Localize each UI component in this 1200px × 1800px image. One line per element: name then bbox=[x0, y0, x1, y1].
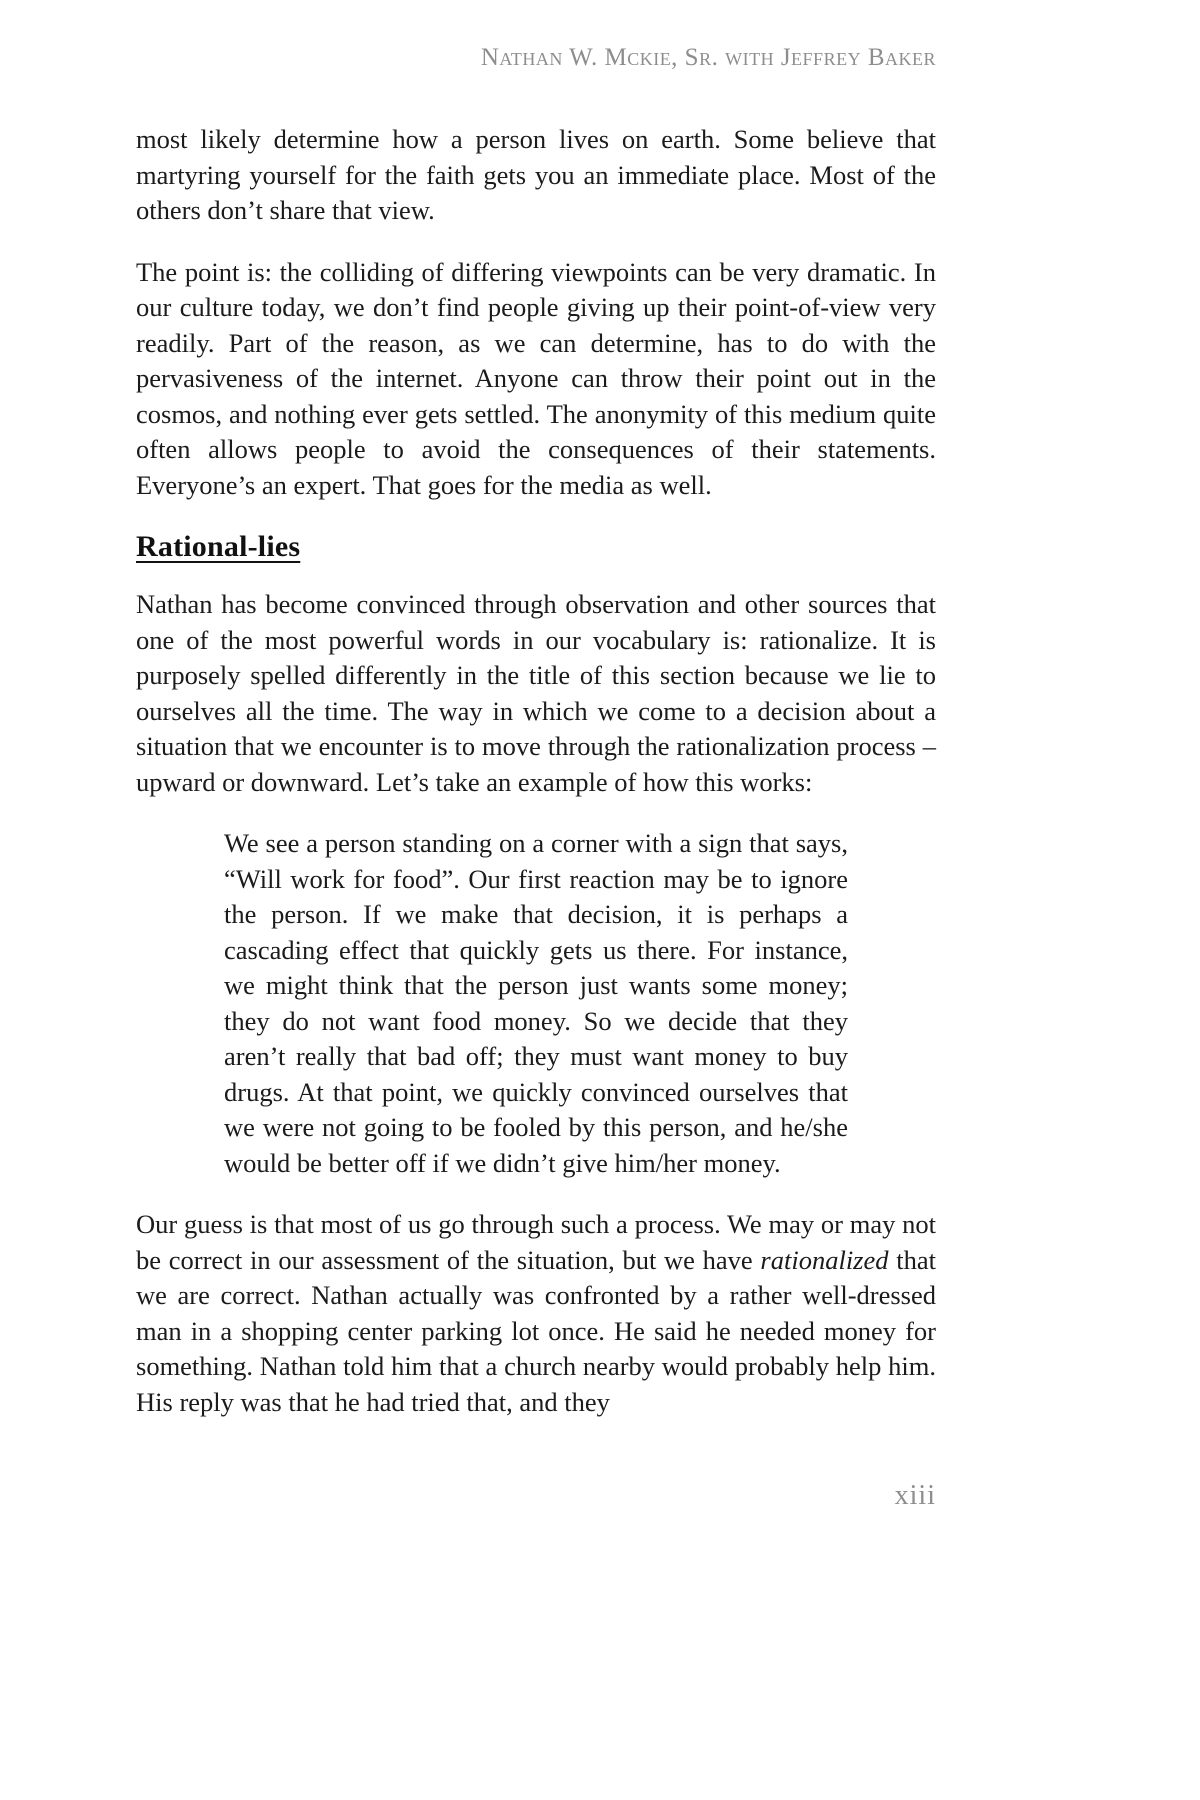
paragraph-4-segment-1: Our guess is that most of us go through such a process. We may or may not be correct in our assessment of the situation, but we have bbox=[136, 1209, 936, 1275]
page-number: xiii bbox=[894, 1480, 936, 1511]
block-quote bbox=[136, 826, 936, 1181]
emphasized-word-rationalized: rationalized bbox=[760, 1244, 889, 1275]
paragraph-4-segment-2: that we are correct. Nathan actually was confronted by a rather well-dressed man in a shopping center parking lot once. He said he needed money for something. Nathan told him that a church nearby would probably help him. His reply was that he had tried that, and they bbox=[136, 1244, 936, 1417]
section-heading-rational-lies: Rational-lies bbox=[136, 530, 301, 563]
paragraph-1: most likely determine how a person lives on earth. Some believe that martyring yourself for the faith gets you an immediate place. Most of the others don’t share that view. bbox=[136, 124, 936, 225]
paragraph-4 bbox=[136, 1207, 936, 1420]
text-column bbox=[136, 122, 936, 1446]
paragraph-3: Nathan has become convinced through observation and other sources that one of the most powerful words in our vocabulary is: rationalize. It is purposely spelled differently in the title of this section because we lie to ourselves all the time. The way in which we come to a decision about a situation that we encounter is to move through the rationalization process – upward or downward. Let’s take an example of how this works: bbox=[136, 589, 936, 797]
block-quote-text: We see a person standing on a corner with a sign that says, “Will work for food”. Our first reaction may be to ignore the person. If we make that decision, it is perhaps a cascading effect that quickly gets us there. For instance, we might think that the person just wants some money; they do not want food money. So we decide that they aren’t really that bad off; they must want money to buy drugs. At that point, we quickly convinced ourselves that we were not going to be fooled by this person, and he/she would be better off if we didn’t give him/her money. bbox=[224, 828, 848, 1178]
paragraph-2: The point is: the colliding of differing viewpoints can be very dramatic. In our culture today, we don’t find people giving up their point-of-view very readily. Part of the reason, as we can determine, has to do with the pervasiveness of the internet. Anyone can throw their point out in the cosmos, and nothing ever gets settled. The anonymity of this medium quite often allows people to avoid the consequences of their statements. Everyone’s an expert. That goes for the media as well. bbox=[136, 256, 936, 500]
running-head: Nathan W. Mckie, Sr. with Jeffrey Baker bbox=[480, 44, 936, 71]
